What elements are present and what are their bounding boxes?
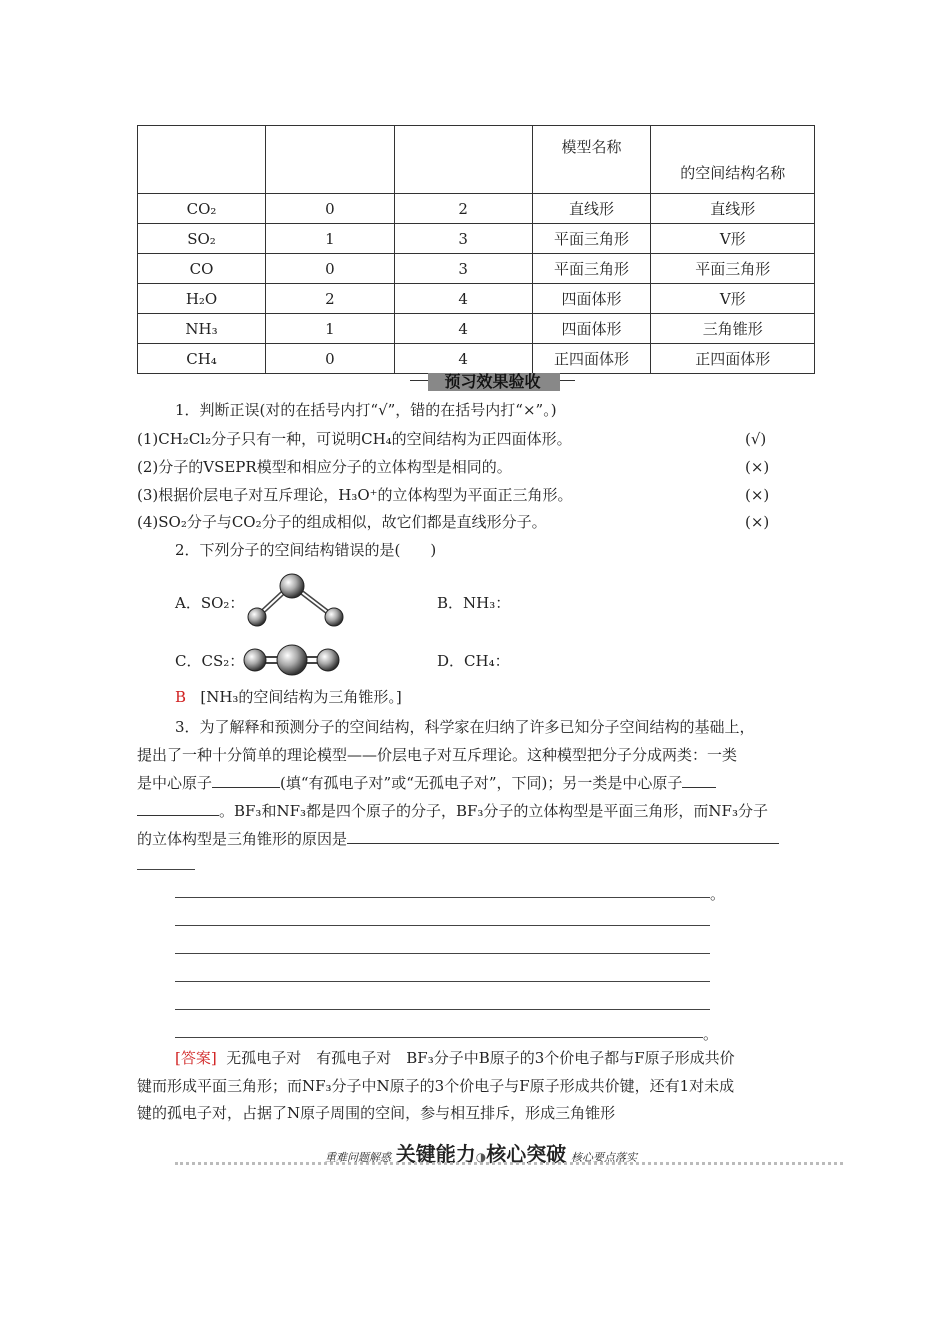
q3-text: 是中心原子 xyxy=(137,774,213,792)
table-cell: 1 xyxy=(266,314,395,344)
table-cell: 正四面体形 xyxy=(532,344,651,374)
answer-blank-2-cont[interactable] xyxy=(137,801,219,816)
table-cell: 0 xyxy=(266,254,395,284)
table-cell: 4 xyxy=(394,284,532,314)
table-cell: 平面三角形 xyxy=(651,254,815,284)
table-header-cell: 模型名称 xyxy=(532,126,651,194)
q1-stem: 1．判断正误(对的在括号内打“√”，错的在括号内打“×”。) xyxy=(175,401,557,419)
table-row xyxy=(138,194,815,224)
table-cell: 三角锥形 xyxy=(651,314,815,344)
q1-item: (3)根据价层电子对互斥理论，H₃O⁺的立体构型为平面正三角形。 xyxy=(137,486,573,504)
period: 。 xyxy=(710,885,726,903)
q2-answer xyxy=(175,687,402,707)
table-cell: 3 xyxy=(394,254,532,284)
answer-blank-2[interactable] xyxy=(682,773,716,788)
table-cell: SO₂ xyxy=(138,224,266,254)
q2-answer-letter: B xyxy=(175,688,187,706)
table-header-cell: 的空间结构名称 xyxy=(651,126,815,194)
option-a: A．SO₂： xyxy=(175,594,245,612)
table-cell: 2 xyxy=(266,284,395,314)
banner-main-2: 核心突破 xyxy=(486,1142,567,1166)
table-cell: 0 xyxy=(266,344,395,374)
q3-text: 。BF₃和NF₃都是四个原子的分子，BF₃分子的立体构型是平面三角形，而NF₃分子 xyxy=(219,802,768,820)
answer-blank-3[interactable] xyxy=(347,829,779,844)
banner-left-text: 重难问题解惑 xyxy=(325,1151,391,1164)
answer-text: 键的孤电子对，占据了N原子周围的空间，参与相互排斥，形成三角锥形 xyxy=(137,1104,616,1122)
banner-main-1: 关键能力 xyxy=(395,1142,476,1166)
answer-line[interactable] xyxy=(175,1036,703,1038)
table-cell: 0 xyxy=(266,194,395,224)
vsepr-table xyxy=(137,125,815,374)
answer-label: [答案] xyxy=(175,1049,217,1067)
table-cell: 四面体形 xyxy=(532,284,651,314)
so2-molecule-image xyxy=(240,568,350,632)
q2-explanation: [NH₃的空间结构为三角锥形。] xyxy=(200,688,402,706)
answer-line[interactable] xyxy=(137,868,195,870)
q1-mark: (×) xyxy=(745,458,770,476)
table-cell: V形 xyxy=(651,224,815,254)
q1-item: (1)CH₂Cl₂分子只有一种，可说明CH₄的空间结构为正四面体形。 xyxy=(137,430,572,448)
section-banner xyxy=(410,370,575,390)
q3-line xyxy=(137,773,716,793)
option-b: B．NH₃： xyxy=(437,594,511,612)
table-header-cell xyxy=(266,126,395,194)
cs2-molecule-image xyxy=(240,643,344,677)
table-cell: 4 xyxy=(394,314,532,344)
q2-stem: 2．下列分子的空间结构错误的是( ) xyxy=(175,541,437,559)
table-cell: H₂O xyxy=(138,284,266,314)
table-row xyxy=(138,284,815,314)
period: 。 xyxy=(703,1025,719,1043)
table-cell: CO₂ xyxy=(138,194,266,224)
table-cell: NH₃ xyxy=(138,314,266,344)
footer-banner xyxy=(175,1138,843,1168)
table-cell: V形 xyxy=(651,284,815,314)
q1-item: (2)分子的VSEPR模型和相应分子的立体构型是相同的。 xyxy=(137,458,512,476)
q1-mark: (√) xyxy=(745,430,767,448)
table-cell: 2 xyxy=(394,194,532,224)
table-cell: 3 xyxy=(394,224,532,254)
q3-line: 3．为了解释和预测分子的空间结构，科学家在归纳了许多已知分子空间结构的基础上， xyxy=(175,718,755,736)
table-cell: CO xyxy=(138,254,266,284)
option-c: C．CS₂： xyxy=(175,652,245,670)
q3-text: 的立体构型是三角锥形的原因是 xyxy=(137,830,348,848)
banner-right-text: 核心要点落实 xyxy=(571,1151,638,1164)
answer-text: 键而形成平面三角形；而NF₃分子中N原子的3个价电子与F原子形成共价键，还有1对未成 xyxy=(137,1077,735,1095)
q3-answer xyxy=(175,1048,735,1068)
answer-text: 无孤电子对 有孤电子对 BF₃分子中B原子的3个价电子都与F原子形成共价 xyxy=(226,1049,735,1067)
table-header-row xyxy=(138,126,815,194)
q1-mark: (×) xyxy=(745,513,770,531)
q1-mark: (×) xyxy=(745,486,770,504)
answer-line[interactable] xyxy=(175,1008,710,1010)
q3-line xyxy=(137,829,779,849)
table-cell: 1 xyxy=(266,224,395,254)
table-cell: 平面三角形 xyxy=(532,224,651,254)
table-row xyxy=(138,314,815,344)
table-cell: CH₄ xyxy=(138,344,266,374)
table-cell: 直线形 xyxy=(532,194,651,224)
table-row xyxy=(138,224,815,254)
q3-text: (填“有孤电子对”或“无孤电子对”，下同)；另一类是中心原子 xyxy=(280,774,683,792)
answer-line[interactable] xyxy=(175,924,710,926)
q3-line xyxy=(137,801,768,821)
answer-blank-1[interactable] xyxy=(212,773,280,788)
q3-line: 提出了一种十分简单的理论模型——价层电子对互斥理论。这种模型把分子分成两类：一类 xyxy=(137,746,738,764)
table-cell: 直线形 xyxy=(651,194,815,224)
answer-line[interactable] xyxy=(175,952,710,954)
table-cell: 平面三角形 xyxy=(532,254,651,284)
section-title: 预习效果验收 xyxy=(444,372,541,391)
table-row xyxy=(138,254,815,284)
arrow-icon: ◑ xyxy=(475,1150,487,1164)
table-cell: 四面体形 xyxy=(532,314,651,344)
q1-item: (4)SO₂分子与CO₂分子的组成相似，故它们都是直线形分子。 xyxy=(137,513,547,531)
answer-line[interactable] xyxy=(175,896,710,898)
table-cell: 4 xyxy=(394,344,532,374)
table-header-cell xyxy=(394,126,532,194)
table-header-cell xyxy=(138,126,266,194)
option-d: D．CH₄： xyxy=(437,652,510,670)
answer-line[interactable] xyxy=(175,980,710,982)
table-cell: 正四面体形 xyxy=(651,344,815,374)
